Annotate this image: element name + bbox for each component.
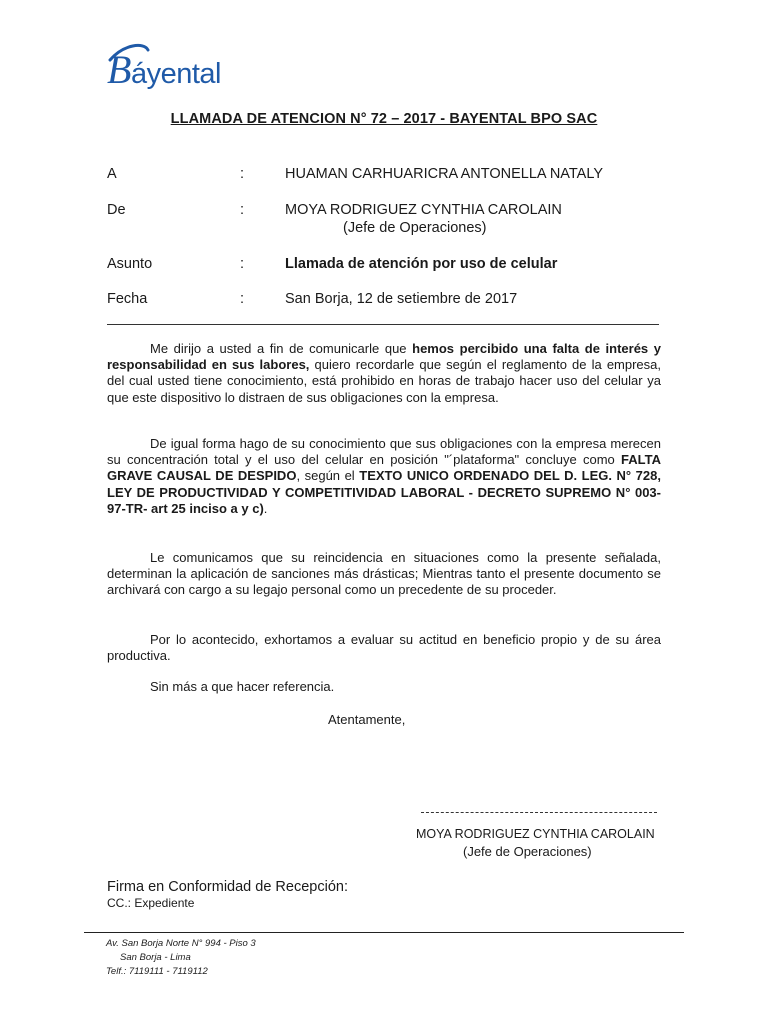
document-title: LLAMADA DE ATENCION N° 72 – 2017 - BAYENTAL BPO SAC — [170, 111, 598, 127]
subject-value: Llamada de atención por uso de celular — [285, 256, 558, 272]
date-colon: : — [240, 291, 245, 307]
paragraph-3: Le comunicamos que su reincidencia en situaciones como la presente señalada, determinan la aplicación de sanciones más drásticas; Mientras tanto el presente documento se archivará con cargo a su legajo personal como un precedente de su proceder. — [107, 550, 661, 598]
from-value: MOYA RODRIGUEZ CYNTHIA CAROLAIN — [285, 202, 562, 218]
footer-phone: Telf.: 7119111 - 7119112 — [106, 966, 208, 977]
paragraph-4: Por lo acontecido, exhortamos a evaluar su actitud en beneficio propio y de su área productiva. — [107, 632, 661, 664]
to-colon: : — [240, 166, 245, 182]
cc-text: CC.: Expediente — [107, 896, 195, 910]
to-label: A — [107, 166, 117, 182]
paragraph-1: Me dirijo a usted a fin de comunicarle que hemos percibido una falta de interés y responsabilidad en sus labores, quiero recordarle que según el reglamento de la empresa, del cual usted tiene conocimiento, está prohibido en horas de trabajo hacer uso del celular ya que este dispositivo lo distraen de sus obligaciones con la empresa. — [107, 341, 662, 405]
receipt-label: Firma en Conformidad de Recepción: — [107, 879, 348, 895]
closing-text: Atentamente, — [328, 712, 406, 727]
subject-colon: : — [240, 256, 245, 272]
date-value: San Borja, 12 de setiembre de 2017 — [285, 291, 518, 307]
footer-address-1: Av. San Borja Norte N° 994 - Piso 3 — [106, 938, 256, 949]
footer-address-2: San Borja - Lima — [120, 952, 191, 963]
date-label: Fecha — [107, 291, 148, 307]
company-logo — [104, 40, 244, 100]
header-divider — [107, 324, 659, 325]
from-label: De — [107, 202, 126, 218]
signature-line — [421, 812, 657, 813]
signer-name: MOYA RODRIGUEZ CYNTHIA CAROLAIN — [416, 827, 655, 841]
subject-label: Asunto — [107, 256, 153, 272]
footer-divider — [84, 932, 684, 933]
logo-wordmark: Báyental — [107, 47, 221, 92]
signer-role: (Jefe de Operaciones) — [463, 844, 592, 859]
paragraph-5: Sin más a que hacer referencia. — [150, 679, 335, 694]
from-role: (Jefe de Operaciones) — [343, 220, 487, 236]
from-colon: : — [240, 202, 245, 218]
paragraph-2: De igual forma hago de su conocimiento que sus obligaciones con la empresa merecen su concentración total y el uso del celular en posición "´plataforma" concluye como FALTA GRAVE CAUSAL DE DESPIDO, según el TEXTO UNICO ORDENADO DEL D. LEG. N° 728, LEY DE PRODUCTIVIDAD Y COMPETITIVIDAD LABORAL - DECRETO SUPREMO N° 003-97-TR- art 25 inciso a y c). — [107, 436, 661, 516]
to-value: HUAMAN CARHUARICRA ANTONELLA NATALY — [285, 166, 604, 182]
